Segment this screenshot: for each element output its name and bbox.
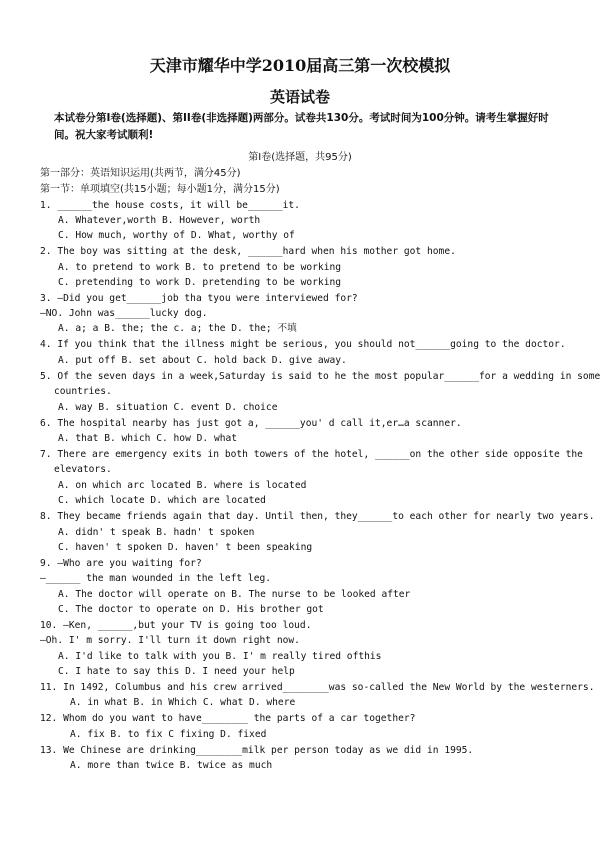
section-heading: 第I卷(选择题，共95分) (248, 152, 352, 163)
exam-instructions: 本试卷分第I卷(选择题)、第II卷(非选择题)两部分。试卷共130分。考试时间为100分钟。请考生掌握好时间。祝大家考试顺利! (54, 112, 549, 141)
question-10-options-c-d: C. I hate to say this D. I need your help (58, 666, 295, 677)
question-1-options-a-b: A. Whatever,worth B. However, worth (58, 215, 261, 226)
question-10: 10. —Ken, ______,but your TV is going too loud. (40, 620, 312, 631)
question-3-reply: —NO. John was______lucky dog. (40, 308, 208, 319)
question-7-options-a-b: A. on which arc located B. where is located (58, 480, 307, 491)
question-4: 4. If you think that the illness might be serious, you should not______going to the doctor. (40, 339, 566, 350)
question-6: 6. The hospital nearby has just got a, ______you' d call it,er…a scanner. (40, 418, 462, 429)
question-2-options-a-b: A. to pretend to work B. to pretend to be working (58, 262, 342, 273)
question-10-reply: —Oh. I' m sorry. I'll turn it down right now. (40, 635, 300, 646)
question-1: 1. ______the house costs, it will be______it. (40, 200, 300, 211)
question-8-options-c-d: C. haven' t spoken D. haven' t been speaking (58, 542, 313, 553)
question-5-continued: countries. (54, 386, 112, 397)
question-6-options: A. that B. which C. how D. what (58, 433, 238, 444)
question-3: 3. —Did you get______job tha tyou were interviewed for? (40, 293, 358, 304)
question-11-options: A. in what B. in Which C. what D. where (70, 697, 296, 708)
question-12-options: A. fix B. to fix C fixing D. fixed (70, 729, 267, 740)
question-8-options-a-b: A. didn' t speak B. hadn' t spoken (58, 527, 255, 538)
question-9: 9. —Who are you waiting for? (40, 558, 202, 569)
question-13: 13. We Chinese are drinking________milk per person today as we did in 1995. (40, 745, 474, 756)
exam-subtitle: 英语试卷 (269, 88, 330, 106)
question-2-options-c-d: C. pretending to work D. pretending to be working (58, 277, 342, 288)
question-12: 12. Whom do you want to have________ the parts of a car together? (40, 713, 416, 724)
question-11: 11. In 1492, Columbus and his crew arrived________was so-called the New World by the westerners. (40, 682, 595, 693)
question-9-options-a-b: A. The doctor will operate on B. The nurse to be looked after (58, 589, 411, 600)
question-10-options-a-b: A. I'd like to talk with you B. I' m really tired ofthis (58, 651, 382, 662)
question-9-reply: —______ the man wounded in the left leg. (40, 573, 272, 584)
question-5-options: A. way B. situation C. event D. choice (58, 402, 278, 413)
question-7-continued: elevators. (54, 464, 112, 475)
question-9-options-c-d: C. The doctor to operate on D. His brother got (58, 604, 324, 615)
question-7-options-c-d: C. which locate D. which are located (58, 495, 266, 506)
question-5: 5. Of the seven days in a week,Saturday is said to he the most popular______for a wedding in some (40, 371, 600, 382)
question-7: 7. There are emergency exits in both towers of the hotel, ______on the other side opposite the (40, 449, 583, 460)
part-heading: 第一部分：英语知识运用(共两节，满分45分) (40, 168, 241, 179)
question-8: 8. They became friends again that day. Until then, they______to each other for nearly two years. (40, 511, 595, 522)
question-3-options: A. a; a B. the; the c. a; the D. the; 不填 (58, 323, 297, 334)
subsection-heading: 第一节：单项填空(共15小题；每小题1分，满分15分) (40, 184, 280, 195)
exam-title: 天津市耀华中学2010届高三第一次校模拟 (149, 56, 451, 75)
question-1-options-c-d: C. How much, worthy of D. What, worthy of (58, 230, 295, 241)
question-13-options: A. more than twice B. twice as much (70, 760, 273, 771)
question-2: 2. The boy was sitting at the desk, ______hard when his mother got home. (40, 246, 456, 257)
question-4-options: A. put off B. set about C. hold back D. give away. (58, 355, 347, 366)
